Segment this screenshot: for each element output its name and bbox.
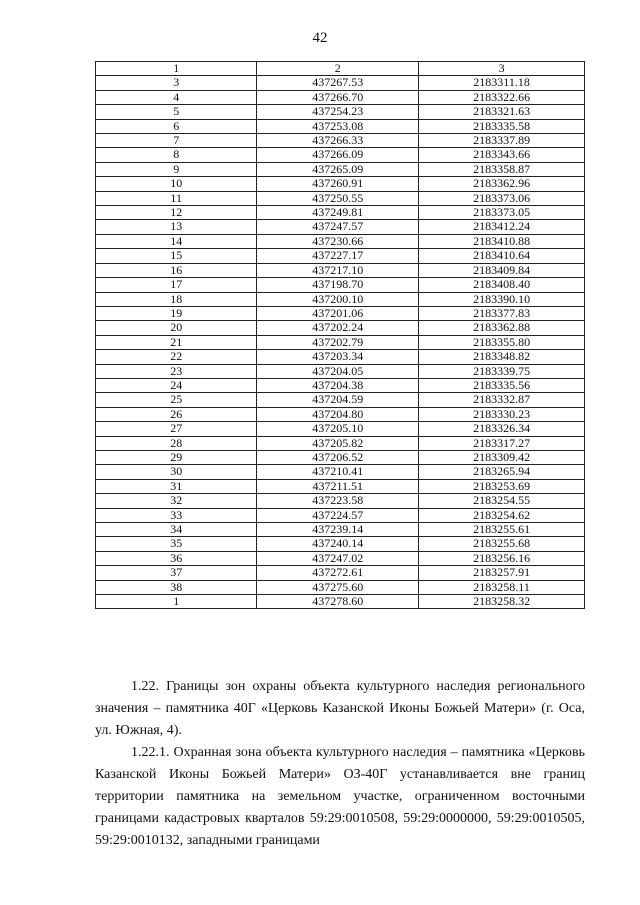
table-cell: 437204.59: [257, 393, 419, 407]
table-cell: 37: [96, 566, 257, 580]
table-cell: 2183335.56: [419, 378, 585, 392]
table-header-cell: 1: [96, 62, 257, 76]
table-row: [96, 220, 585, 234]
table-cell: 2183326.34: [419, 422, 585, 436]
table-cell: 437205.82: [257, 436, 419, 450]
table-cell: 21: [96, 335, 257, 349]
table-cell: 2183332.87: [419, 393, 585, 407]
table-cell: 11: [96, 191, 257, 205]
table-row: [96, 523, 585, 537]
table-row: [96, 249, 585, 263]
table-row: [96, 364, 585, 378]
table-row: [96, 595, 585, 609]
table-cell: 2183410.64: [419, 249, 585, 263]
table-cell: 2183337.89: [419, 134, 585, 148]
table-cell: 19: [96, 306, 257, 320]
table-row: [96, 350, 585, 364]
table-row: [96, 206, 585, 220]
table-row: [96, 508, 585, 522]
table-cell: 437198.70: [257, 278, 419, 292]
table-cell: 437254.23: [257, 105, 419, 119]
table-cell: 9: [96, 162, 257, 176]
table-header-row: [96, 62, 585, 76]
table-cell: 2183256.16: [419, 551, 585, 565]
table-cell: 2183309.42: [419, 450, 585, 464]
table-cell: 20: [96, 321, 257, 335]
table-cell: 28: [96, 436, 257, 450]
table-cell: 2183322.66: [419, 90, 585, 104]
table-cell: 437267.53: [257, 76, 419, 90]
table-cell: 2183253.69: [419, 479, 585, 493]
table-cell: 2183412.24: [419, 220, 585, 234]
table-row: [96, 422, 585, 436]
table-row: [96, 335, 585, 349]
table-cell: 27: [96, 422, 257, 436]
table-cell: 8: [96, 148, 257, 162]
table-cell: 32: [96, 494, 257, 508]
table-cell: 24: [96, 378, 257, 392]
table-cell: 437253.08: [257, 119, 419, 133]
table-cell: 437250.55: [257, 191, 419, 205]
table-cell: 437239.14: [257, 523, 419, 537]
table-cell: 2183254.62: [419, 508, 585, 522]
table-cell: 2183362.96: [419, 177, 585, 191]
table-cell: 2183258.32: [419, 595, 585, 609]
table-row: [96, 450, 585, 464]
table-cell: 437203.34: [257, 350, 419, 364]
table-cell: 29: [96, 450, 257, 464]
table-cell: 12: [96, 206, 257, 220]
table-row: [96, 407, 585, 421]
table-cell: 2183254.55: [419, 494, 585, 508]
table-cell: 13: [96, 220, 257, 234]
table-cell: 2183408.40: [419, 278, 585, 292]
table-row: [96, 465, 585, 479]
table-cell: 33: [96, 508, 257, 522]
table-cell: 2183339.75: [419, 364, 585, 378]
table-cell: 2183317.27: [419, 436, 585, 450]
paragraph-1-22-1: 1.22.1. Охранная зона объекта культурного наследия – памятника «Церковь Казанской Иконы Божьей Матери» ОЗ-40Г устанавливается вне границ территории памятника на земельном участке, ограниченном восточными границами кадастровых кварталов 59:29:0010508, 59:29:0000000, 59:29:0010505, 59:29:0010132, западными границами: [95, 745, 585, 848]
table-row: [96, 105, 585, 119]
table-cell: 25: [96, 393, 257, 407]
page-number: 42: [312, 30, 328, 46]
table-cell: 1: [96, 595, 257, 609]
table-row: [96, 263, 585, 277]
table-cell: 2183373.06: [419, 191, 585, 205]
table-cell: 437202.79: [257, 335, 419, 349]
table-cell: 2183362.88: [419, 321, 585, 335]
table-cell: 437204.38: [257, 378, 419, 392]
table-cell: 18: [96, 292, 257, 306]
table-cell: 22: [96, 350, 257, 364]
table-cell: 2183257.91: [419, 566, 585, 580]
table-cell: 2183373.05: [419, 206, 585, 220]
table-cell: 2183409.84: [419, 263, 585, 277]
table-row: [96, 479, 585, 493]
table-cell: 437247.02: [257, 551, 419, 565]
table-cell: 34: [96, 523, 257, 537]
table-row: [96, 580, 585, 594]
table-cell: 38: [96, 580, 257, 594]
table-row: [96, 566, 585, 580]
table-cell: 2183330.23: [419, 407, 585, 421]
table-row: [96, 191, 585, 205]
table-cell: 437278.60: [257, 595, 419, 609]
table-row: [96, 278, 585, 292]
table-cell: 437217.10: [257, 263, 419, 277]
table-cell: 2183311.18: [419, 76, 585, 90]
table-cell: 2183255.68: [419, 537, 585, 551]
table-cell: 4: [96, 90, 257, 104]
table-row: [96, 393, 585, 407]
table-cell: 437205.10: [257, 422, 419, 436]
table-header-cell: 2: [257, 62, 419, 76]
table-cell: 3: [96, 76, 257, 90]
table-cell: 10: [96, 177, 257, 191]
table-cell: 437200.10: [257, 292, 419, 306]
table-cell: 17: [96, 278, 257, 292]
table-cell: 6: [96, 119, 257, 133]
table-row: [96, 90, 585, 104]
table-cell: 14: [96, 234, 257, 248]
table-cell: 437265.09: [257, 162, 419, 176]
table-cell: 2183343.66: [419, 148, 585, 162]
table-row: [96, 378, 585, 392]
table-cell: 437204.80: [257, 407, 419, 421]
table-row: [96, 292, 585, 306]
table-row: [96, 494, 585, 508]
table-row: [96, 148, 585, 162]
table-cell: 2183377.83: [419, 306, 585, 320]
table-cell: 437230.66: [257, 234, 419, 248]
table-cell: 26: [96, 407, 257, 421]
table-cell: 2183355.80: [419, 335, 585, 349]
table-cell: 2183258.11: [419, 580, 585, 594]
table-cell: 2183348.82: [419, 350, 585, 364]
table-cell: 437227.17: [257, 249, 419, 263]
table-row: [96, 119, 585, 133]
table-cell: 5: [96, 105, 257, 119]
table-cell: 2183390.10: [419, 292, 585, 306]
table-cell: 437260.91: [257, 177, 419, 191]
table-row: [96, 134, 585, 148]
table-cell: 437210.41: [257, 465, 419, 479]
table-cell: 2183265.94: [419, 465, 585, 479]
table-cell: 437272.61: [257, 566, 419, 580]
table-cell: 437266.09: [257, 148, 419, 162]
table-cell: 437204.05: [257, 364, 419, 378]
table-cell: 7: [96, 134, 257, 148]
table-cell: 437206.52: [257, 450, 419, 464]
table-row: [96, 321, 585, 335]
table-row: [96, 436, 585, 450]
table-row: [96, 162, 585, 176]
table-row: [96, 177, 585, 191]
table-cell: 437211.51: [257, 479, 419, 493]
table-cell: 35: [96, 537, 257, 551]
table-cell: 437202.24: [257, 321, 419, 335]
table-row: [96, 76, 585, 90]
coordinates-table: [95, 61, 585, 609]
table-cell: 437240.14: [257, 537, 419, 551]
table-row: [96, 234, 585, 248]
table-cell: 437247.57: [257, 220, 419, 234]
table-cell: 36: [96, 551, 257, 565]
table-cell: 437223.58: [257, 494, 419, 508]
table-cell: 437224.57: [257, 508, 419, 522]
table-cell: 2183321.63: [419, 105, 585, 119]
table-cell: 2183358.87: [419, 162, 585, 176]
table-cell: 2183335.58: [419, 119, 585, 133]
table-cell: 30: [96, 465, 257, 479]
table-cell: 23: [96, 364, 257, 378]
body-text: [95, 676, 585, 852]
table-cell: 16: [96, 263, 257, 277]
table-header-cell: 3: [419, 62, 585, 76]
table-row: [96, 551, 585, 565]
table-cell: 437266.33: [257, 134, 419, 148]
table-cell: 31: [96, 479, 257, 493]
table-row: [96, 537, 585, 551]
table-cell: 437249.81: [257, 206, 419, 220]
table-cell: 15: [96, 249, 257, 263]
table-cell: 2183410.88: [419, 234, 585, 248]
table-cell: 437275.60: [257, 580, 419, 594]
table-cell: 2183255.61: [419, 523, 585, 537]
table-cell: 437266.70: [257, 90, 419, 104]
table-cell: 437201.06: [257, 306, 419, 320]
table-row: [96, 306, 585, 320]
paragraph-1-22: 1.22. Границы зон охраны объекта культурного наследия регионального значения – памятника 40Г «Церковь Казанской Иконы Божьей Матери» (г. Оса, ул. Южная, 4).: [95, 679, 585, 738]
